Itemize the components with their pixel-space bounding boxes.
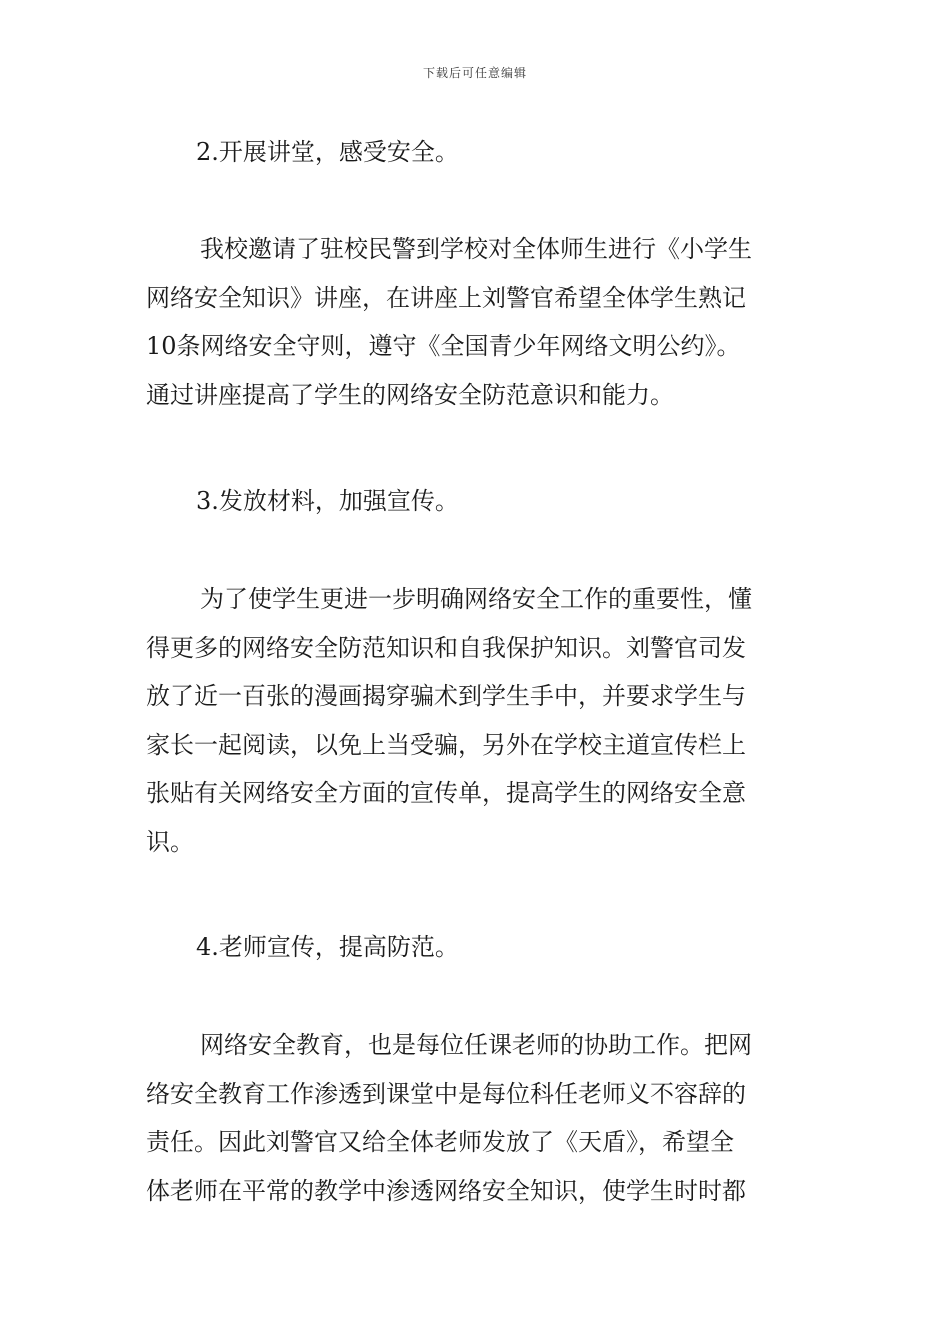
paragraph-line: 家长一起阅读，以免上当受骗，另外在学校主道宣传栏上 xyxy=(146,730,746,759)
paragraph-line: 体老师在平常的教学中渗透网络安全知识，使学生时时都 xyxy=(146,1176,746,1205)
paragraph-line: 责任。因此刘警官又给全体老师发放了《天盾》，希望全 xyxy=(146,1128,734,1156)
paragraph-line: 得更多的网络安全防范知识和自我保护知识。刘警官司发 xyxy=(146,633,746,662)
paragraph-line: 10条网络安全守则，遵守《全国青少年网络文明公约》。 xyxy=(146,332,741,360)
paragraph-line: 网络安全教育，也是每位任课老师的协助工作。把网 xyxy=(200,1031,752,1059)
page-header: 下载后可任意编辑 xyxy=(422,66,527,80)
section-paragraph xyxy=(146,225,806,419)
paragraph-line: 放了近一百张的漫画揭穿骗术到学生手中，并要求学生与 xyxy=(146,682,746,710)
section-heading: 4.老师宣传，提高防范。 xyxy=(196,933,459,961)
paragraph-line: 我校邀请了驻校民警到学校对全体师生进行《小学生 xyxy=(200,235,752,263)
paragraph-line: 网络安全知识》讲座，在讲座上刘警官希望全体学生熟记 xyxy=(146,283,746,312)
paragraph-line: 为了使学生更进一步明确网络安全工作的重要性，懂 xyxy=(200,585,752,613)
section-paragraph xyxy=(146,575,806,866)
section-heading: 3.发放材料，加强宣传。 xyxy=(196,487,459,515)
paragraph-line: 通过讲座提高了学生的网络安全防范意识和能力。 xyxy=(146,380,674,409)
section-paragraph xyxy=(146,1021,806,1215)
paragraph-line: 识。 xyxy=(146,827,194,856)
section-heading: 2.开展讲堂，感受安全。 xyxy=(196,138,459,166)
paragraph-line: 张贴有关网络安全方面的宣传单，提高学生的网络安全意 xyxy=(146,779,746,807)
paragraph-line: 络安全教育工作渗透到课堂中是每位科任老师义不容辞的 xyxy=(146,1079,746,1108)
